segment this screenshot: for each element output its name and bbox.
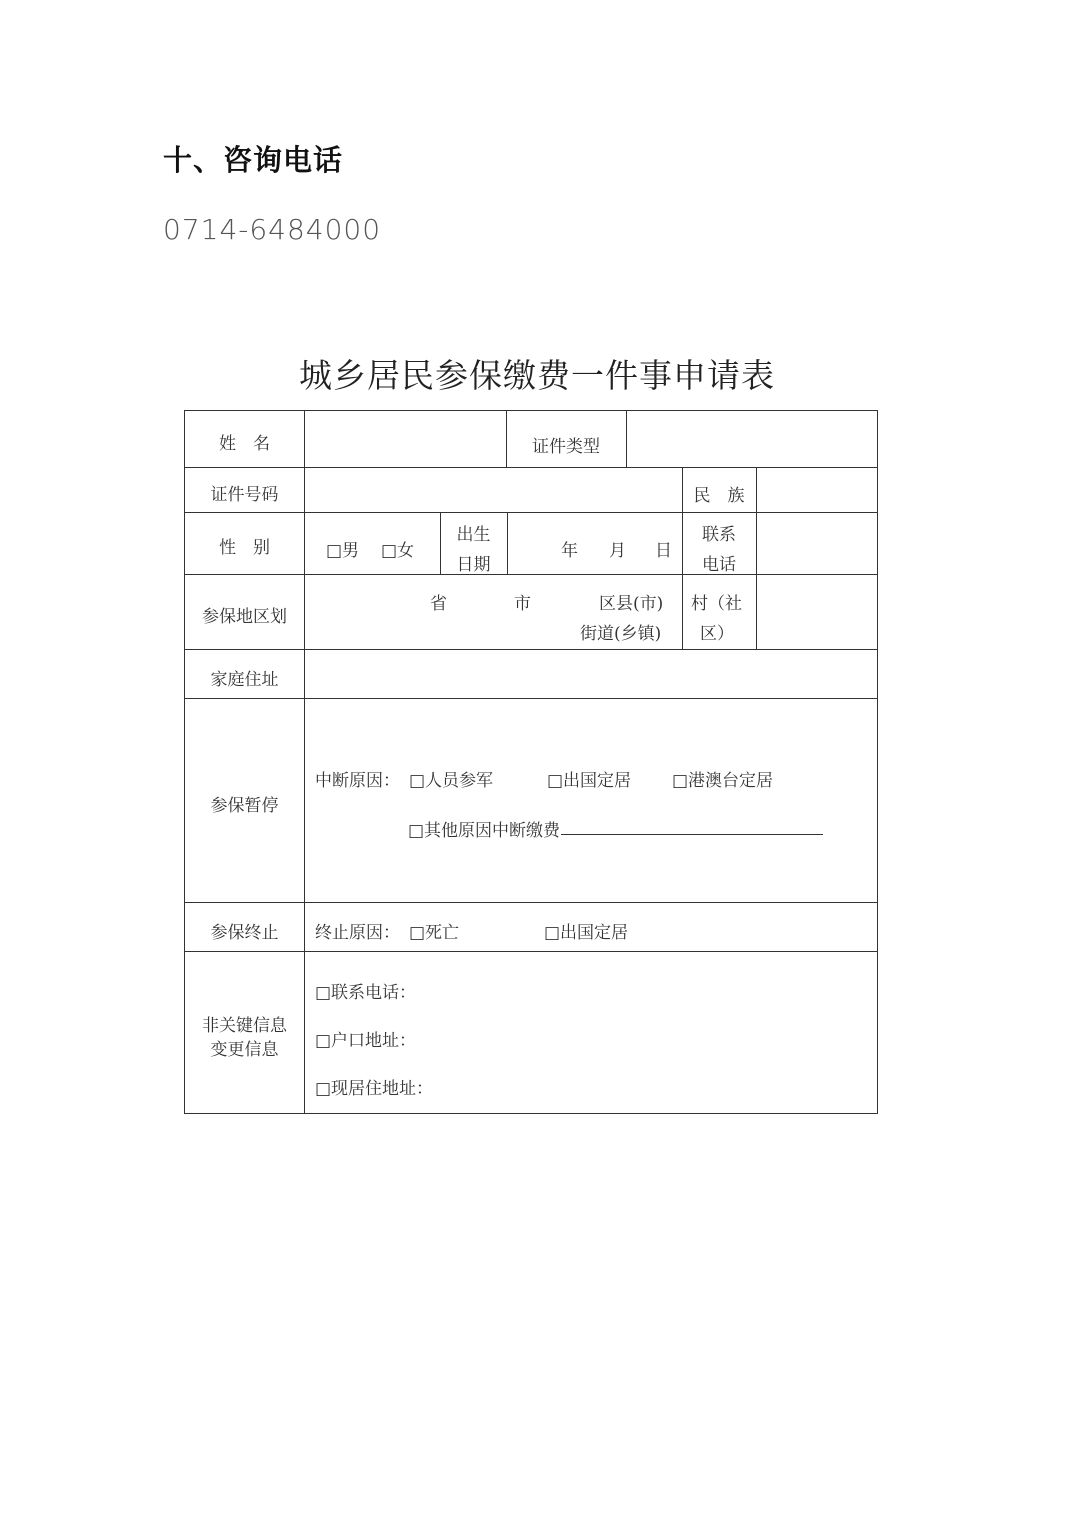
consult-phone-number: 0714-6484000 bbox=[163, 213, 382, 246]
application-form-table bbox=[184, 410, 878, 1114]
birth-month-label: 月 bbox=[609, 541, 626, 561]
column-divider bbox=[756, 467, 757, 649]
terminate-label: 参保终止 bbox=[210, 923, 279, 943]
suspend-other-blank-line[interactable] bbox=[561, 834, 823, 835]
address-label: 家庭住址 bbox=[210, 670, 279, 690]
birth-day-label: 日 bbox=[655, 541, 672, 561]
region-label: 参保地区划 bbox=[202, 607, 287, 627]
change-label-line2: 变更信息 bbox=[210, 1040, 279, 1060]
birth-label-line2: 日期 bbox=[456, 555, 491, 575]
contact-label-line2: 电话 bbox=[702, 555, 736, 575]
row-divider bbox=[185, 512, 877, 513]
street-label: 街道(乡镇) bbox=[580, 624, 662, 644]
row-divider bbox=[185, 467, 877, 468]
row-divider bbox=[185, 951, 877, 952]
column-divider bbox=[626, 411, 627, 467]
contact-label-line1: 联系 bbox=[702, 525, 736, 545]
village-label-line1: 村（社 bbox=[691, 594, 742, 614]
name-label: 姓 名 bbox=[219, 434, 270, 454]
village-label-line2: 区） bbox=[700, 624, 734, 644]
suspend-label: 参保暂停 bbox=[210, 796, 279, 816]
male-checkbox[interactable]: □男 bbox=[326, 541, 360, 561]
change-residence-address-checkbox[interactable]: □现居住地址： bbox=[315, 1079, 434, 1099]
change-hukou-address-checkbox[interactable]: □户口地址： bbox=[315, 1031, 417, 1051]
row-divider bbox=[185, 698, 877, 699]
birth-year-label: 年 bbox=[561, 541, 578, 561]
id-type-label: 证件类型 bbox=[532, 437, 600, 457]
terminate-emigrate-checkbox[interactable]: □出国定居 bbox=[544, 923, 629, 943]
row-divider bbox=[185, 902, 877, 903]
change-phone-checkbox[interactable]: □联系电话： bbox=[315, 983, 417, 1003]
suspend-hkmt-checkbox[interactable]: □港澳台定居 bbox=[672, 771, 774, 791]
suspend-reason-prefix: 中断原因： bbox=[315, 771, 400, 791]
suspend-military-checkbox[interactable]: □人员参军 bbox=[409, 771, 494, 791]
change-label-line1: 非关键信息 bbox=[202, 1016, 287, 1036]
section-heading: 十、咨询电话 bbox=[163, 143, 344, 177]
terminate-death-checkbox[interactable]: □死亡 bbox=[409, 923, 460, 943]
row-divider bbox=[185, 574, 877, 575]
suspend-emigrate-checkbox[interactable]: □出国定居 bbox=[547, 771, 632, 791]
birth-label-line1: 出生 bbox=[456, 525, 491, 545]
district-label: 区县(市) bbox=[599, 594, 664, 614]
row-divider bbox=[185, 649, 877, 650]
column-divider bbox=[304, 411, 305, 1113]
suspend-other-checkbox[interactable]: □其他原因中断缴费 bbox=[408, 821, 561, 841]
gender-label: 性 别 bbox=[219, 538, 270, 558]
city-label: 市 bbox=[514, 594, 531, 614]
terminate-reason-prefix: 终止原因： bbox=[315, 923, 400, 943]
ethnicity-label: 民 族 bbox=[693, 486, 745, 506]
id-number-label: 证件号码 bbox=[210, 485, 279, 505]
province-label: 省 bbox=[430, 594, 447, 614]
column-divider bbox=[507, 512, 508, 574]
form-title: 城乡居民参保缴费一件事申请表 bbox=[299, 356, 775, 395]
female-checkbox[interactable]: □女 bbox=[381, 541, 415, 561]
